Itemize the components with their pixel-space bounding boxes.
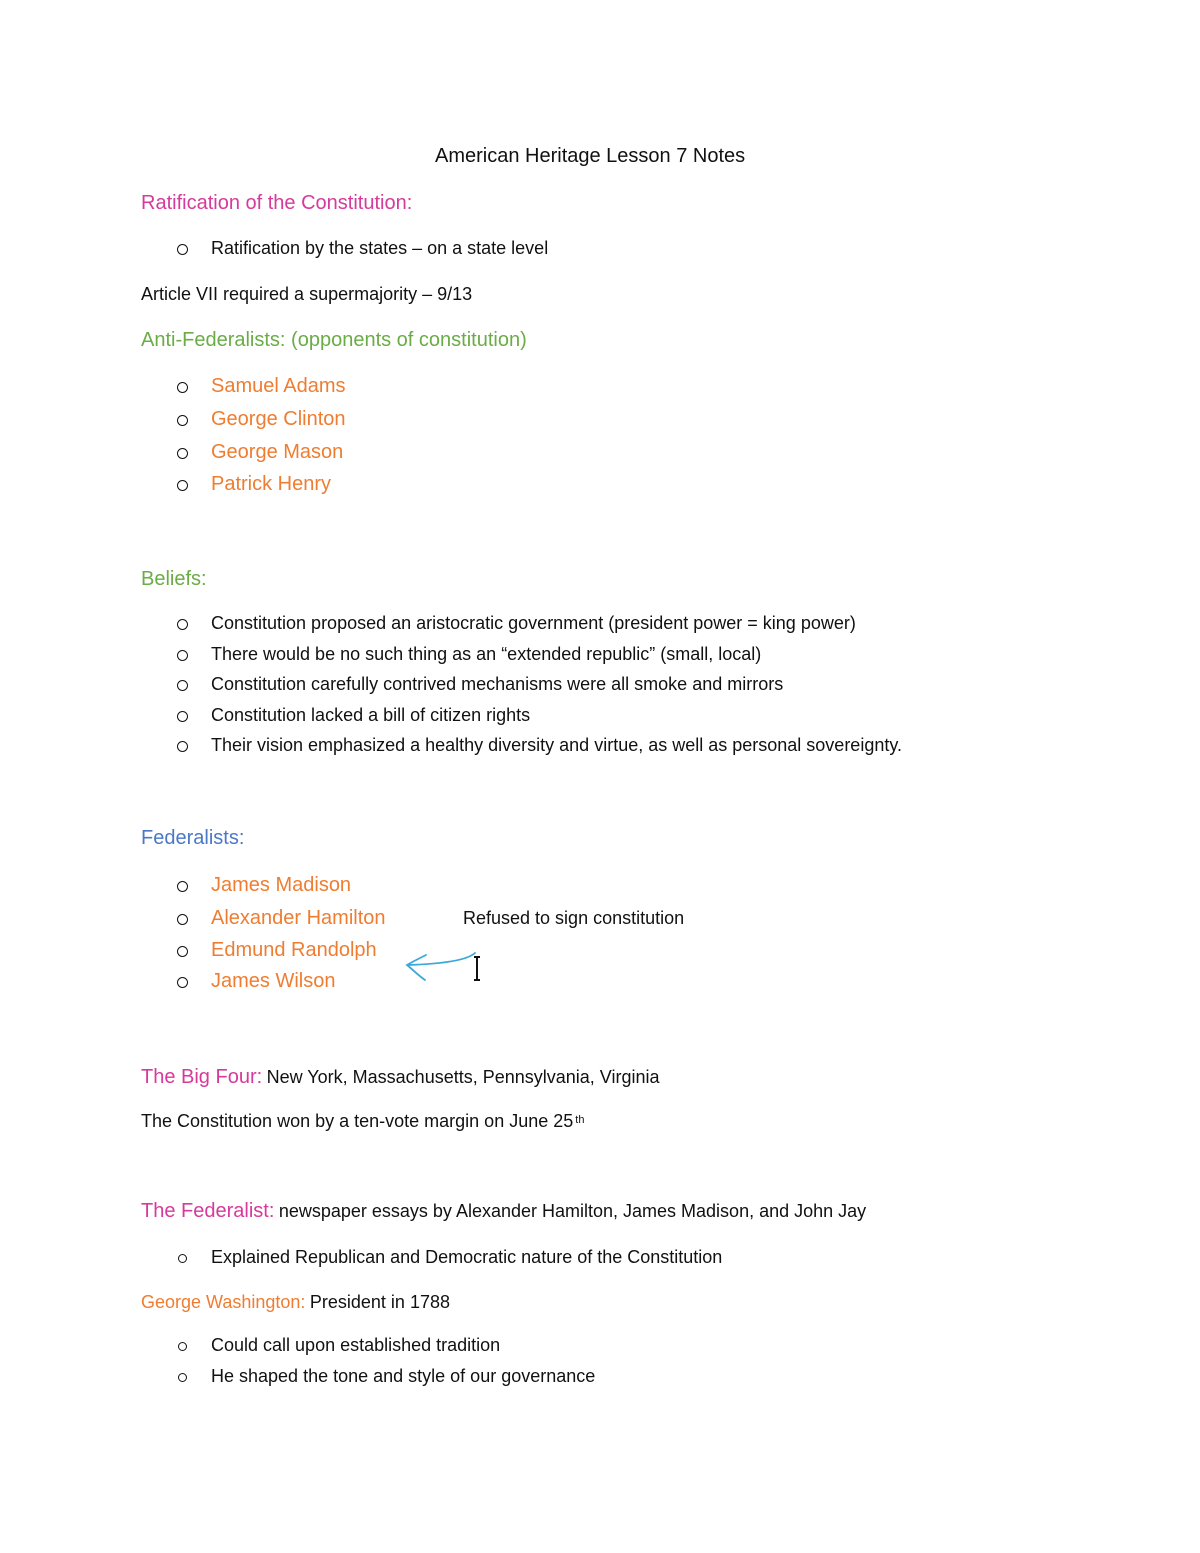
belief-item: Constitution carefully contrived mechanisms were all smoke and mirrors [211,674,784,694]
beliefs-heading: Beliefs: [141,568,207,590]
constitution-won-line [141,1112,584,1130]
bullet-icon [177,415,188,426]
bullet-icon [178,1373,187,1382]
federalists-heading: Federalists: [141,827,245,849]
belief-item: Constitution proposed an aristocratic government (president power = king power) [211,613,856,633]
washington-text: President in 1788 [309,1292,450,1312]
bullet-icon [177,946,188,957]
bullet-icon [178,1254,187,1263]
anti-federalist-name: George Clinton [211,408,346,430]
federalist-name: James Wilson [211,970,336,992]
text-cursor-icon [474,957,480,980]
belief-item: Their vision emphasized a healthy diversity and virtue, as well as personal sovereignty. [211,735,903,755]
bullet-icon [177,619,188,630]
bullet-icon [177,448,188,459]
ratification-bullet: Ratification by the states – on a state level [211,238,549,258]
anti-federalist-name: Samuel Adams [211,375,346,397]
washington-label: George Washington: [141,1292,306,1312]
bullet-icon [178,1342,187,1351]
federalist-name: James Madison [211,874,352,896]
federalist-name: Edmund Randolph [211,939,377,961]
constitution-won-text: The Constitution won by a ten-vote margin on June 25 [141,1111,574,1131]
anti-federalist-name: George Mason [211,441,344,463]
page-title: American Heritage Lesson 7 Notes [435,145,746,167]
bullet-icon [177,977,188,988]
bullet-icon [177,914,188,925]
bullet-icon [177,650,188,661]
the-federalist-bullet: Explained Republican and Democratic nature of the Constitution [211,1247,723,1267]
ordinal-suffix: th [575,1114,585,1126]
washington-item: Could call upon established tradition [211,1335,501,1355]
ratification-heading: Ratification of the Constitution: [141,192,413,214]
big-four-text: New York, Massachusetts, Pennsylvania, Virginia [266,1067,660,1087]
anti-federalists-heading: Anti-Federalists: (opponents of constitution) [141,329,527,351]
anti-federalist-name: Patrick Henry [211,473,332,495]
refused-annotation: Refused to sign constitution [463,908,685,928]
federalist-name: Alexander Hamilton [211,907,386,929]
washington-item: He shaped the tone and style of our governance [211,1366,596,1386]
article-note: Article VII required a supermajority – 9/13 [141,284,473,304]
the-federalist-label: The Federalist: [141,1200,275,1222]
bullet-icon [177,244,188,255]
the-federalist-text: newspaper essays by Alexander Hamilton, James Madison, and John Jay [278,1201,867,1221]
arrow-icon [400,945,490,990]
belief-item: There would be no such thing as an “extended republic” (small, local) [211,644,762,664]
washington-line [141,1293,450,1312]
bullet-icon [177,480,188,491]
bullet-icon [177,680,188,691]
bullet-icon [177,741,188,752]
the-federalist-line [141,1201,866,1221]
bullet-icon [177,711,188,722]
arrow-head [407,955,426,980]
big-four-label: The Big Four: [141,1066,263,1088]
belief-item: Constitution lacked a bill of citizen rights [211,705,531,725]
big-four-line [141,1067,660,1087]
bullet-icon [177,382,188,393]
bullet-icon [177,881,188,892]
